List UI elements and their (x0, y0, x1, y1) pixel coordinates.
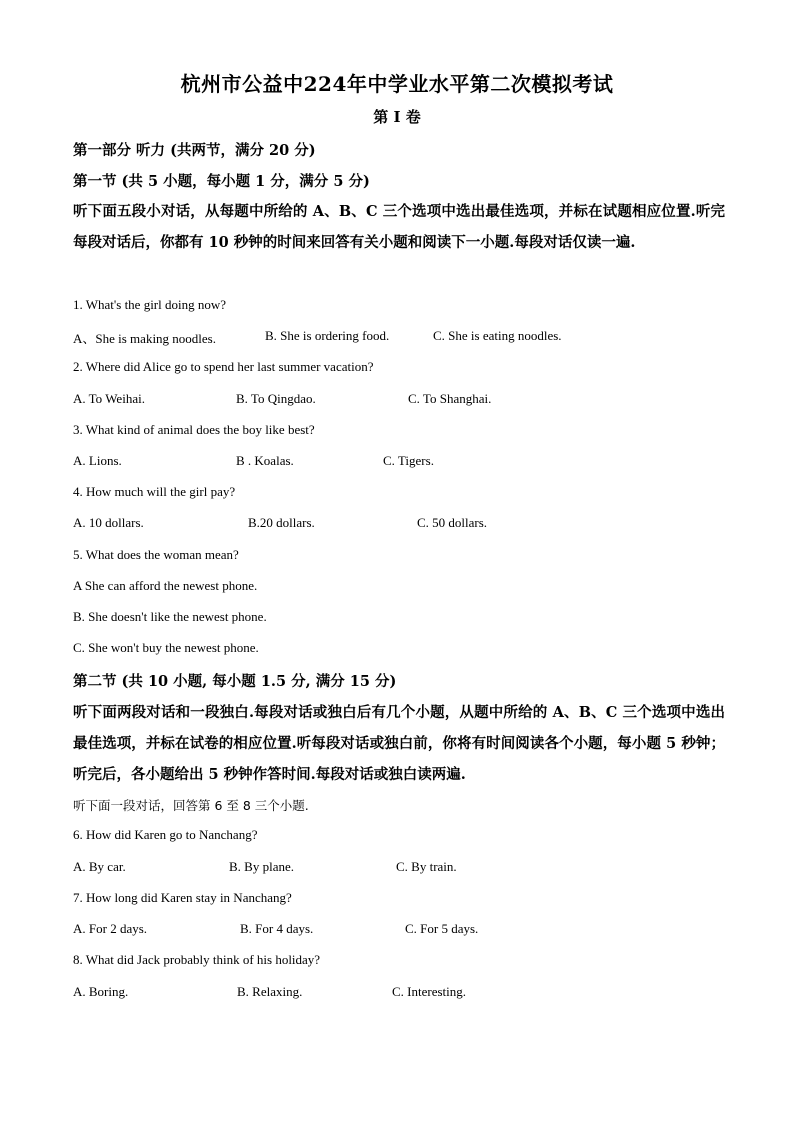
question-7-option-a: A. For 2 days. (73, 921, 148, 936)
section1-instructions: 听下面五段小对话，从每题中所给的 A、B、C 三个选项中选出最佳选项，并标在试题相应位置.听完每段对话后，你都有 10 秒钟的时间来回答有关小题和阅读下一小题.每段对话仅读一遍. (73, 203, 725, 251)
question-5-option-c: C. She won't buy the newest phone. (73, 640, 259, 655)
section2-instructions: 听下面两段对话和一段独白.每段对话或独白后有几个小题，从题中所给的 A、B、C 三个选项中选出最佳选项，并标在试卷的相应位置.听每段对话或独白前，你将有时间阅读各个小题，每小题 5 秒钟；听完后，各小题给出 5 秒钟作答时间.每段对话或独白读两遍. (73, 704, 725, 783)
question-8-option-c: C. Interesting. (392, 984, 467, 999)
section2-heading: 第二节 (共 10 小题, 每小题 1.5 分, 满分 15 分) (73, 673, 397, 690)
question-6-option-c: C. By train. (396, 859, 457, 874)
question-3-option-c: C. Tigers. (383, 453, 434, 468)
question-8: 8. What did Jack probably think of his holiday? (73, 952, 321, 967)
question-1: 1. What's the girl doing now? (73, 297, 227, 312)
question-5: 5. What does the woman mean? (73, 547, 239, 562)
question-6-option-a: A. By car. (73, 859, 126, 874)
question-7-option-c: C. For 5 days. (405, 921, 479, 936)
question-2: 2. Where did Alice go to spend her last summer vacation? (73, 359, 374, 374)
question-1-option-a: A、She is making noodles. (73, 331, 216, 346)
question-4-option-b: B.20 dollars. (248, 515, 315, 530)
question-2-option-a: A. To Weihai. (73, 391, 145, 406)
volume-label: 第 I 卷 (373, 108, 421, 126)
question-7-option-b: B. For 4 days. (240, 921, 314, 936)
section2-lead: 听下面一段对话，回答第 6 至 8 三个小题. (73, 798, 309, 813)
question-2-option-b: B. To Qingdao. (236, 391, 316, 406)
question-6: 6. How did Karen go to Nanchang? (73, 827, 258, 842)
section1-heading: 第一节 (共 5 小题，每小题 1 分，满分 5 分) (73, 173, 370, 190)
question-4: 4. How much will the girl pay? (73, 484, 236, 499)
question-6-option-b: B. By plane. (229, 859, 294, 874)
exam-title: 杭州市公益中224年中学业水平第二次模拟考试 (180, 72, 614, 96)
question-2-option-c: C. To Shanghai. (408, 391, 492, 406)
question-8-option-b: B. Relaxing. (237, 984, 303, 999)
question-3-option-b: B . Koalas. (236, 453, 294, 468)
question-4-option-c: C. 50 dollars. (417, 515, 488, 530)
question-3-option-a: A. Lions. (73, 453, 122, 468)
question-1-option-c: C. She is eating noodles. (433, 328, 562, 343)
question-5-option-b: B. She doesn't like the newest phone. (73, 609, 267, 624)
question-1-option-b: B. She is ordering food. (265, 328, 390, 343)
part1-heading: 第一部分 听力 (共两节，满分 20 分) (73, 142, 316, 159)
question-4-option-a: A. 10 dollars. (73, 515, 144, 530)
question-5-option-a: A She can afford the newest phone. (73, 578, 258, 593)
question-7: 7. How long did Karen stay in Nanchang? (73, 890, 292, 905)
question-8-option-a: A. Boring. (73, 984, 129, 999)
question-3: 3. What kind of animal does the boy like best? (73, 422, 315, 437)
